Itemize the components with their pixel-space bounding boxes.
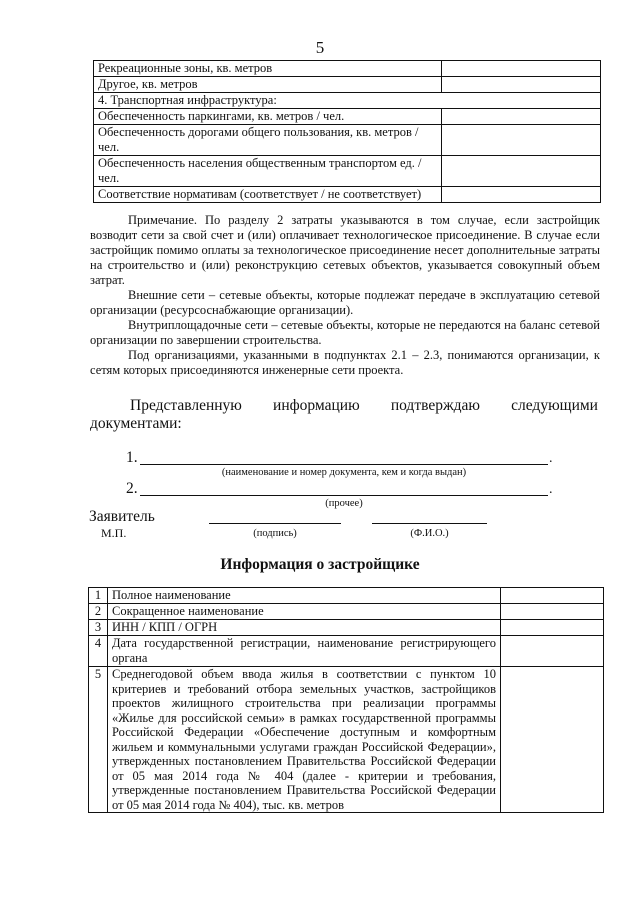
- row-number: 3: [89, 620, 108, 636]
- fio-field[interactable]: [372, 523, 487, 524]
- table-row: [94, 187, 601, 203]
- table-row: [94, 93, 601, 109]
- note-paragraph: Под организациями, указанными в подпунктах 2.1 – 2.3, понимаются организации, к сетям которых присоединяются инженерные сети проекта.: [90, 348, 600, 377]
- row-value[interactable]: [442, 77, 601, 93]
- row-label: Соответствие нормативам (соответствует / не соответствует): [94, 187, 442, 203]
- row-label: Другое, кв. метров: [94, 77, 442, 93]
- row-value[interactable]: [442, 156, 601, 187]
- row-label: Рекреационные зоны, кв. метров: [94, 61, 442, 77]
- table-row: [89, 636, 604, 667]
- row-number: 5: [89, 667, 108, 813]
- table-row: [94, 125, 601, 156]
- fio-caption: (Ф.И.О.): [410, 528, 449, 539]
- document-1-field[interactable]: [140, 464, 548, 465]
- row-value[interactable]: [501, 620, 604, 636]
- confirm-word: Представленную: [130, 397, 242, 414]
- row-label: Сокращенное наименование: [108, 604, 501, 620]
- table-row: [89, 620, 604, 636]
- table-row: [94, 109, 601, 125]
- row-value[interactable]: [501, 588, 604, 604]
- row-number: 2: [89, 604, 108, 620]
- row-value[interactable]: [442, 109, 601, 125]
- row-number: 4: [89, 636, 108, 667]
- table-row: [89, 604, 604, 620]
- page-number: 5: [315, 38, 325, 57]
- row-label: Обеспеченность паркингами, кв. метров / чел.: [94, 109, 442, 125]
- table-row: [94, 77, 601, 93]
- document-2-field[interactable]: [140, 495, 548, 496]
- row-label: Дата государственной регистрации, наименование регистрирующего органа: [108, 636, 501, 667]
- table-row: [89, 667, 604, 813]
- row-label: Обеспеченность населения общественным транспортом ед. / чел.: [94, 156, 442, 187]
- note-paragraph: Примечание. По разделу 2 затраты указываются в том случае, если застройщик возводит сети за свой счет и (или) оплачивает технологическое присоединение. В случае если застройщик помимо оплаты за технологическое присоединение несет дополнительные затраты на строительство и (или) реконструкцию сетевых объектов, указывается совокупный объем затрат.: [90, 213, 600, 287]
- confirm-line-2: документами:: [90, 415, 182, 432]
- note-paragraph: Внешние сети – сетевые объекты, которые подлежат передаче в эксплуатацию сетевой организации (ресурсоснабжающие организации).: [90, 288, 600, 317]
- note-paragraph: Внутриплощадочные сети – сетевые объекты, которые не передаются на баланс сетевой организации по завершении строительства.: [90, 318, 600, 347]
- document-1-caption: (наименование и номер документа, кем и когда выдан): [221, 467, 467, 478]
- row-value[interactable]: [442, 61, 601, 77]
- row-label: Среднегодовой объем ввода жилья в соответствии с пунктом 10 критериев и требований отбора земельных участков, застройщиков проектов жилищного строительства при реализации программы «Жилье для российской семьи» в рамках государственной программы Российской Федерации «Обеспечение доступным и комфортным жильем и коммунальными услугами граждан Российской Федерации», утвержденных постановлением Правительства Российской Федерации от 05 мая 2014 года № 404 (далее - критерии и требования, утвержденные постановлением Правительства Российской Федерации от 05 мая 2014 года № 404), тыс. кв. метров: [108, 667, 501, 813]
- line-end-dot: .: [549, 482, 553, 497]
- developer-info-table: [88, 587, 604, 813]
- signature-caption: (подпись): [253, 528, 297, 539]
- table-row: [94, 156, 601, 187]
- row-label: Полное наименование: [108, 588, 501, 604]
- document-2-caption: (прочее): [325, 498, 363, 509]
- confirm-word: следующими: [511, 397, 598, 414]
- line-end-dot: .: [549, 451, 553, 466]
- row-value[interactable]: [442, 187, 601, 203]
- row-value[interactable]: [501, 667, 604, 813]
- signature-field[interactable]: [209, 523, 341, 524]
- infrastructure-table: [93, 60, 601, 203]
- document-item-number: 2.: [126, 480, 138, 497]
- row-value[interactable]: [442, 125, 601, 156]
- section-label: 4. Транспортная инфраструктура:: [94, 93, 601, 109]
- confirmation-statement: [90, 397, 598, 433]
- confirm-word: информацию: [273, 397, 360, 414]
- applicant-label: Заявитель: [89, 508, 155, 525]
- table-row: [89, 588, 604, 604]
- note-section: [90, 213, 600, 378]
- row-value[interactable]: [501, 636, 604, 667]
- row-label: Обеспеченность дорогами общего пользования, кв. метров / чел.: [94, 125, 442, 156]
- row-label: ИНН / КПП / ОГРН: [108, 620, 501, 636]
- document-item-number: 1.: [126, 449, 138, 466]
- row-value[interactable]: [501, 604, 604, 620]
- row-number: 1: [89, 588, 108, 604]
- stamp-label: М.П.: [101, 526, 127, 540]
- section-heading: Информация о застройщике: [220, 556, 420, 573]
- confirm-word: подтверждаю: [390, 397, 480, 414]
- table-row: [94, 61, 601, 77]
